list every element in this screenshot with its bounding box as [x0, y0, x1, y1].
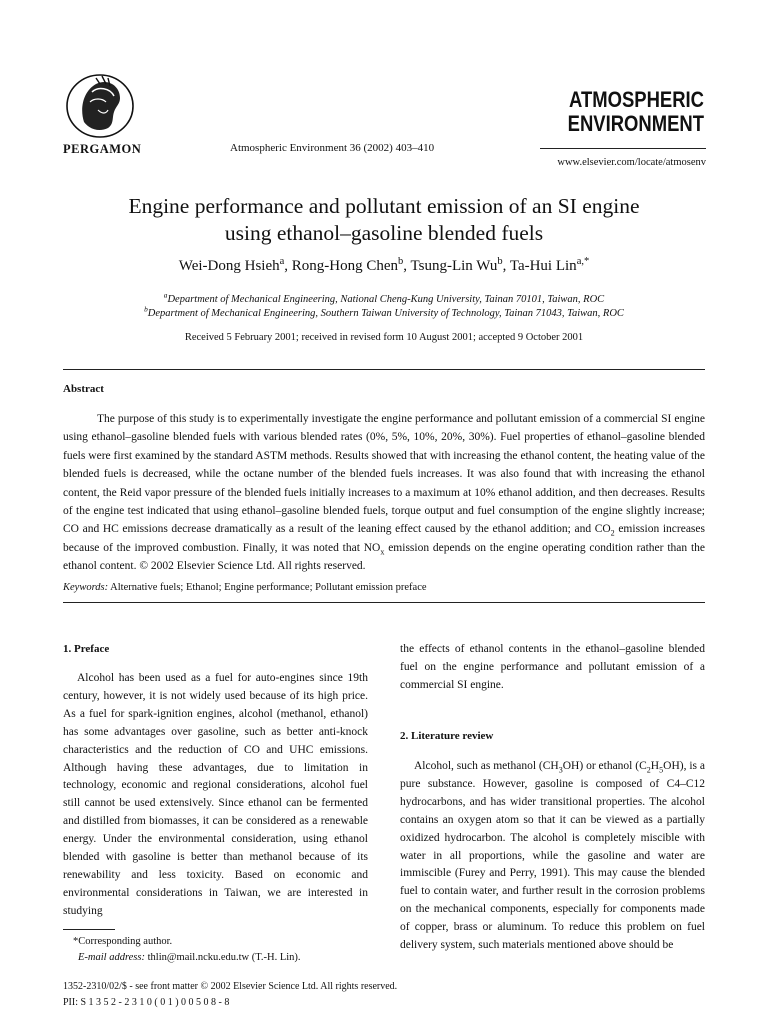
chem-subscript: 3 [558, 765, 563, 775]
footer-pii: PII: S 1 3 5 2 - 2 3 1 0 ( 0 1 ) 0 0 5 0 8 - 8 [63, 997, 230, 1008]
author-separator: , [403, 258, 411, 274]
journal-title-line1: ATMOSPHERIC [569, 87, 704, 112]
author-affiliation-mark: b [497, 256, 503, 267]
article-title-line1: Engine performance and pollutant emission of an SI engine [128, 194, 640, 218]
abstract-subscript: 2 [610, 528, 615, 538]
abstract-top-rule [63, 369, 705, 370]
email-line [63, 950, 301, 966]
section1-body [63, 670, 368, 921]
section1-paragraph: Alcohol has been used as a fuel for auto-engines since 19th century, however, it is not widely used because of its high price. As a fuel for spark-ignition engines, alcohol (methanol, ethanol) has some advantages over gasoline, such as better anti-knock characteristics and the reduction of CO and UHC emissions. Although having these advantages, due to limitation in technology, economic and regional considerations, alcohol fuel still cannot be used extensively. Since ethanol can be fermented and distilled from biomasses, it can be considered as a renewable energy. Under the environmental consideration, using ethanol blended with gasoline is better than methanol because of its renewability and less toxicity. Based on economic and environmental considerations in Taiwan, we are interested in studying [63, 672, 368, 917]
keywords [63, 582, 427, 593]
email-label: E-mail address: [78, 952, 145, 963]
keywords-label: Keywords: [63, 582, 109, 593]
abstract-subscript: x [380, 547, 385, 557]
journal-citation: Atmospheric Environment 36 (2002) 403–410 [230, 142, 435, 154]
page-footer [63, 979, 397, 1011]
keywords-text: Alternative fuels; Ethanol; Engine performance; Pollutant emission preface [110, 582, 427, 593]
section2-text: OH) or ethanol (C [562, 760, 647, 772]
section2-heading: 2. Literature review [400, 730, 494, 742]
author-name: Wei-Dong Hsieh [178, 258, 280, 274]
section-heading [400, 728, 705, 746]
author-name: Ta-Hui Lin [509, 258, 577, 274]
abstract-text-2: emission increases because of the improved combustion. Finally, it was noted that NO [63, 523, 705, 554]
article-title-line2: using ethanol–gasoline blended fuels [224, 221, 544, 245]
abstract-body [63, 410, 705, 576]
abstract-heading: Abstract [63, 383, 104, 395]
section2-text: H [650, 760, 660, 772]
author-separator: , [284, 258, 292, 274]
section2-text: OH), is a pure substance. However, gasoline is composed of C4–C12 hydrocarbons, and has wider transitional properties. The alcohol contains an oxygen atom so that it can be viewed as a partially oxidized hydrocarbon. The alcohol is completely miscible with water in all proportions, while the gasoline and water are immiscible (Furey and Perry, 1991). This may cause the blended fuel to contain water, and further result in the corrosion problems on the mechanical components, especially for components made of copper, brass or aluminum. To reduce this problem on fuel delivery system, such materials mentioned above should be [400, 760, 705, 952]
section-heading [63, 641, 368, 659]
keywords-bottom-rule [63, 602, 705, 603]
section1-continued: the effects of ethanol contents in the ethanol–gasoline blended fuel on the engine performance and pollutant emission of a commercial SI engine. [400, 643, 705, 691]
author-list [40, 258, 728, 275]
header-divider [540, 148, 706, 149]
author-affiliation-mark: b [398, 256, 404, 267]
footer-copyright: 1352-2310/02/$ - see front matter © 2002 Elsevier Science Ltd. All rights reserved. [63, 981, 398, 992]
affiliation-text: Department of Mechanical Engineering, National Cheng-Kung University, Tainan 70101, Taiwan, ROC [167, 294, 605, 305]
section2-body [400, 758, 705, 955]
chem-subscript: 5 [659, 765, 664, 775]
affiliation-a [40, 290, 728, 305]
journal-title-line2: ENVIRONMENT [567, 111, 704, 136]
section2-text: Alcohol, such as methanol (CH [414, 760, 559, 772]
author-affiliation-mark: a [279, 256, 285, 267]
author-name: Rong-Hong Chen [291, 258, 399, 274]
publisher-name: PERGAMON [63, 142, 142, 156]
section1-heading: 1. Preface [63, 643, 110, 655]
author-separator: , [502, 258, 510, 274]
journal-title [540, 88, 704, 136]
affiliation-b [40, 304, 728, 319]
journal-url[interactable]: www.elsevier.com/locate/atmosenv [557, 157, 706, 168]
chem-subscript: 2 [646, 765, 651, 775]
author-name: Tsung-Lin Wu [410, 258, 498, 274]
abstract-text-1: The purpose of this study is to experimentally investigate the engine performance and pollutant emission of a commercial SI engine using ethanol–gasoline blended fuels with various blended rates (0%, 5%, 10%, 20%, 30%). Fuel properties of ethanol–gasoline blended fuels were first examined by the standard ASTM methods. Results showed that with increasing the ethanol content, the heating value of the blended fuels is decreased, while the octane number of the blended fuels increases. It was also found that with increasing the ethanol content, the Reid vapor pressure of the blended fuels initially increases to a maximum at 10% ethanol addition, and then decreases. Results of the engine test indicated that using ethanol–gasoline blended fuels, torque output and fuel consumption of the engine slightly increase; CO and HC emissions decrease dramatically as a result of the leaning effect caused by the ethanol addition; and CO [63, 413, 705, 536]
author-affiliation-mark: a,* [576, 256, 590, 267]
section2-paragraph [400, 758, 705, 955]
corresponding-author-note: *Corresponding author. [73, 936, 173, 947]
article-title [40, 193, 728, 247]
abstract-text-3: emission depends on the engine operating condition rather than the ethanol content. © 2002 Elsevier Science Ltd. All rights reserved. [63, 541, 705, 573]
received-dates: Received 5 February 2001; received in revised form 10 August 2001; accepted 9 October 2001 [184, 332, 584, 343]
affiliation-text: Department of Mechanical Engineering, Southern Taiwan University of Technology, Tainan 71043, Taiwan, ROC [147, 308, 624, 319]
footnote-divider [63, 929, 115, 930]
affiliation-mark: a [163, 290, 168, 300]
email-address[interactable]: thlin@mail.ncku.edu.tw (T.-H. Lin). [144, 952, 301, 963]
pergamon-logo-icon [62, 70, 138, 140]
affiliation-mark: b [144, 304, 148, 314]
footnote [63, 934, 301, 966]
